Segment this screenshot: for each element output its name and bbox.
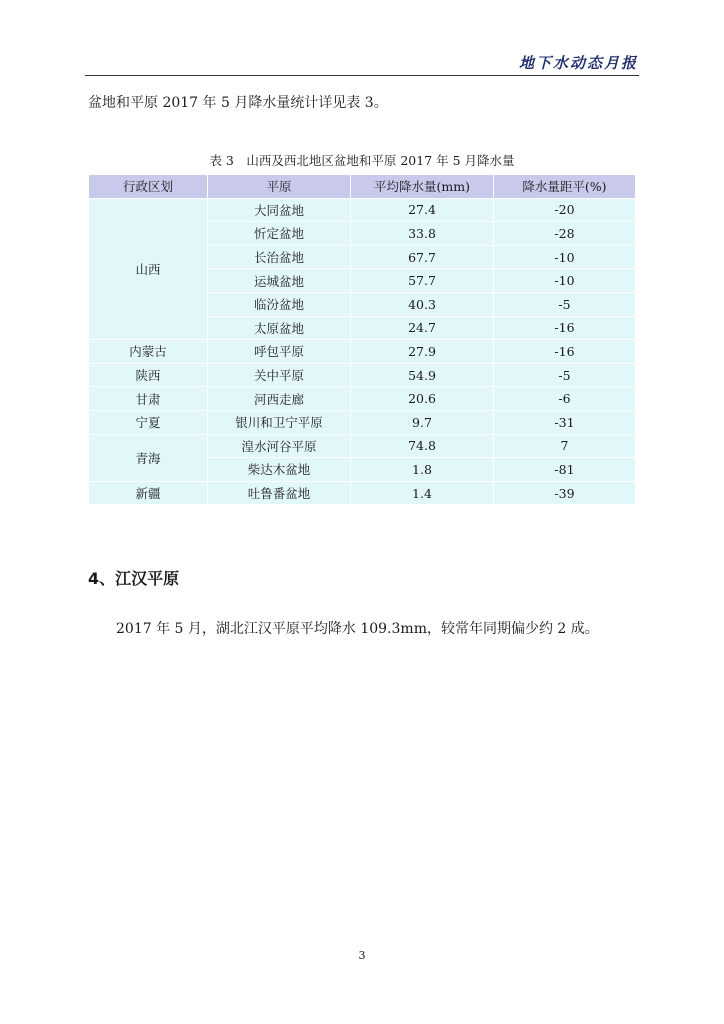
plain-cell: 忻定盆地: [208, 222, 351, 246]
section-paragraph: 2017 年 5 月，湖北江汉平原平均降水 109.3mm，较常年同期偏少约 2 成。: [116, 621, 599, 637]
region-cell: 宁夏: [89, 410, 208, 434]
table-row: [89, 363, 636, 387]
avg-precip-cell: 1.8: [351, 458, 494, 482]
plain-cell: 银川和卫宁平原: [208, 410, 351, 434]
plain-cell: 呼包平原: [208, 340, 351, 364]
anomaly-cell: -16: [494, 316, 636, 340]
anomaly-cell: 7: [494, 434, 636, 458]
anomaly-cell: -28: [494, 222, 636, 246]
region-cell: 甘肃: [89, 387, 208, 411]
anomaly-cell: -5: [494, 363, 636, 387]
avg-precip-cell: 40.3: [351, 292, 494, 316]
report-header-title: 地下水动态月报: [518, 54, 638, 72]
section-heading: 4、江汉平原: [88, 569, 180, 588]
avg-precip-cell: 9.7: [351, 410, 494, 434]
header-precip-anomaly: 降水量距平(%): [494, 175, 636, 199]
avg-precip-cell: 74.8: [351, 434, 494, 458]
plain-cell: 河西走廊: [208, 387, 351, 411]
plain-cell: 柴达木盆地: [208, 458, 351, 482]
plain-cell: 大同盆地: [208, 198, 351, 222]
avg-precip-cell: 54.9: [351, 363, 494, 387]
region-cell: 山西: [89, 198, 208, 340]
table-row: [89, 387, 636, 411]
avg-precip-cell: 67.7: [351, 245, 494, 269]
table-caption: 表 3 山西及西北地区盆地和平原 2017 年 5 月降水量: [209, 153, 515, 168]
anomaly-cell: -39: [494, 481, 636, 505]
avg-precip-cell: 27.4: [351, 198, 494, 222]
anomaly-cell: -6: [494, 387, 636, 411]
header-plain: 平原: [208, 175, 351, 199]
anomaly-cell: -81: [494, 458, 636, 482]
table-row: [89, 410, 636, 434]
plain-cell: 临汾盆地: [208, 292, 351, 316]
anomaly-cell: -10: [494, 245, 636, 269]
avg-precip-cell: 20.6: [351, 387, 494, 411]
avg-precip-cell: 24.7: [351, 316, 494, 340]
anomaly-cell: -5: [494, 292, 636, 316]
avg-precip-cell: 57.7: [351, 269, 494, 293]
plain-cell: 长治盆地: [208, 245, 351, 269]
region-cell: 新疆: [89, 481, 208, 505]
plain-cell: 关中平原: [208, 363, 351, 387]
table-header-row: [89, 175, 636, 199]
plain-cell: 吐鲁番盆地: [208, 481, 351, 505]
avg-precip-cell: 27.9: [351, 340, 494, 364]
anomaly-cell: -16: [494, 340, 636, 364]
region-cell: 内蒙古: [89, 340, 208, 364]
table-row: [89, 198, 636, 222]
avg-precip-cell: 1.4: [351, 481, 494, 505]
avg-precip-cell: 33.8: [351, 222, 494, 246]
anomaly-cell: -20: [494, 198, 636, 222]
plain-cell: 湟水河谷平原: [208, 434, 351, 458]
region-cell: 陕西: [89, 363, 208, 387]
header-region: 行政区划: [89, 175, 208, 199]
page-number: 3: [358, 949, 366, 962]
intro-paragraph: 盆地和平原 2017 年 5 月降水量统计详见表 3。: [88, 95, 388, 111]
precipitation-table: [88, 174, 636, 505]
anomaly-cell: -31: [494, 410, 636, 434]
header-divider: [85, 75, 639, 76]
anomaly-cell: -10: [494, 269, 636, 293]
header-avg-precip: 平均降水量(mm): [351, 175, 494, 199]
table-row: [89, 481, 636, 505]
table-row: [89, 434, 636, 458]
plain-cell: 太原盆地: [208, 316, 351, 340]
table-row: [89, 340, 636, 364]
plain-cell: 运城盆地: [208, 269, 351, 293]
region-cell: 青海: [89, 434, 208, 481]
